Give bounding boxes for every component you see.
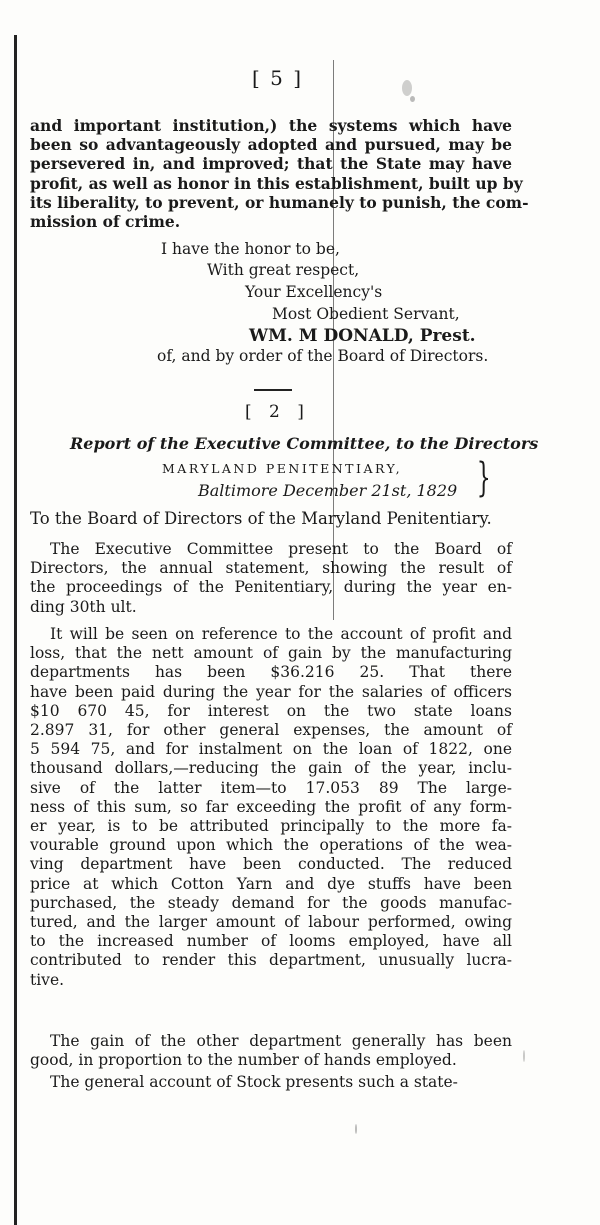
paragraph-line: the proceedings of the Penitentiary, during the year en- [30, 578, 512, 597]
closing-honor: I have the honor to be, [161, 240, 340, 258]
paragraph-line: The gain of the other department generally has been [50, 1032, 512, 1050]
paragraph-line: The Executive Committee present to the Board of [50, 540, 512, 558]
paragraph-line: contributed to render this department, unusually lucra- [30, 951, 512, 970]
paragraph-line: to the increased number of looms employed, have all [30, 932, 512, 951]
binding-edge [14, 35, 17, 1225]
body-paragraph-stock [30, 1073, 512, 1092]
institution-name: MARYLAND PENITENTIARY, [162, 461, 403, 476]
paragraph-line: Directors, the annual statement, showing the result of [30, 559, 512, 578]
paragraph-line: price at which Cotton Yarn and dye stuffs have been [30, 874, 512, 893]
paragraph-line: thousand dollars,—reducing the gain of the year, inclu- [30, 759, 512, 778]
paragraph-line: ving department have been conducted. The reduced [30, 855, 512, 874]
dateline: Baltimore December 21st, 1829 [198, 481, 458, 500]
paragraph-line: loss, that the nett amount of gain by the manufacturing [30, 644, 512, 663]
paragraph-line: The general account of Stock presents such a state- [50, 1073, 458, 1091]
paragraph-line: departments has been $36.216 25. That there [30, 663, 512, 682]
paragraph-line: tured, and the larger amount of labour performed, owing [30, 913, 512, 932]
paragraph-line: sive of the latter item—to 17.053 89 The large- [30, 778, 512, 797]
closing-respect: With great respect, [207, 261, 360, 279]
paragraph-line: tive. [30, 970, 65, 989]
paragraph-line: vourable ground upon which the operations of the wea- [30, 836, 512, 855]
paragraph-line: It will be seen on reference to the account of profit and [50, 625, 512, 643]
body-paragraph-other-departments [30, 1032, 512, 1070]
body-paragraph-statement [30, 540, 512, 617]
paragraph-line: ding 30th ult. [30, 597, 137, 616]
section-divider [254, 389, 292, 391]
closing-excellency: Your Excellency's [245, 283, 383, 301]
brace-glyph: } [476, 455, 491, 501]
paragraph-line: $10 670 45, for interest on the two state loans [30, 701, 512, 720]
closing-order: of, and by order of the Board of Directors. [157, 347, 489, 365]
paragraph-line: purchased, the steady demand for the goods manufac- [30, 893, 512, 912]
paragraph-line: good, in proportion to the number of hands employed. [30, 1051, 457, 1070]
page-number: [ 5 ] [252, 66, 304, 90]
section-number: [ 2 ] [245, 402, 310, 422]
addressee: To the Board of Directors of the Maryland Penitentiary. [30, 509, 492, 528]
paragraph-line: er year, is to be attributed principally to the more fa- [30, 817, 512, 836]
paragraph-line: have been paid during the year for the salaries of officers [30, 682, 512, 701]
paragraph-line: ness of this sum, so far exceeding the profit of any form- [30, 797, 512, 816]
paragraph-line: and important institution,) the systems which have [30, 116, 512, 135]
report-title: Report of the Executive Committee, to the Directors [70, 434, 539, 453]
signature: WM. M DONALD, Prest. [249, 326, 476, 346]
paragraph-line: 2.897 31, for other general expenses, the amount of [30, 721, 512, 740]
closing-servant: Most Obedient Servant, [272, 305, 460, 323]
opening-paragraph [30, 116, 529, 232]
paragraph-line: persevered in, and improved; that the State may have [30, 154, 512, 174]
body-paragraph-profit [30, 625, 512, 990]
paragraph-line: been so advantageously adopted and pursued, may be [30, 135, 512, 155]
paragraph-line: profit, as well as honor in this establishment, built up by [30, 173, 523, 193]
paragraph-line: mission of crime. [30, 212, 181, 232]
paragraph-line: 5 594 75, and for instalment on the loan of 1822, one [30, 740, 512, 759]
paragraph-line: its liberality, to prevent, or humanely to punish, the com- [30, 192, 529, 212]
